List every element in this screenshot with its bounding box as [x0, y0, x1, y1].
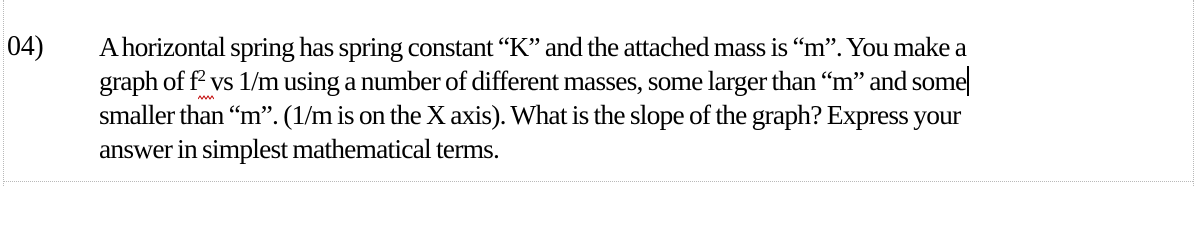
right-margin-guide: [1193, 0, 1194, 186]
question-line-1: A horizontal spring has spring constant “K” and the attached mass is “m”. You make a: [99, 31, 967, 62]
question-line-3: smaller than “m”. (1/m is on the X axis). What is the slope of the graph? Express your: [99, 99, 961, 130]
question-text[interactable]: [99, 30, 1189, 166]
left-margin-guide: [3, 0, 4, 186]
text-cursor: [967, 66, 969, 96]
question-line-4: answer in simplest mathematical terms.: [99, 133, 500, 164]
frequency-squared-exponent: [197, 64, 205, 98]
question-line-2: [99, 64, 1189, 98]
question-number: 04): [7, 31, 44, 62]
bottom-margin-guide: [3, 181, 1193, 182]
superscript-2: 2: [197, 66, 206, 85]
spellcheck-squiggle-icon: [198, 95, 214, 100]
question-line-2-start: graph of f: [99, 65, 198, 96]
question-line-2-end: vs 1/m using a number of different masses, some larger than “m” and some: [205, 65, 967, 96]
